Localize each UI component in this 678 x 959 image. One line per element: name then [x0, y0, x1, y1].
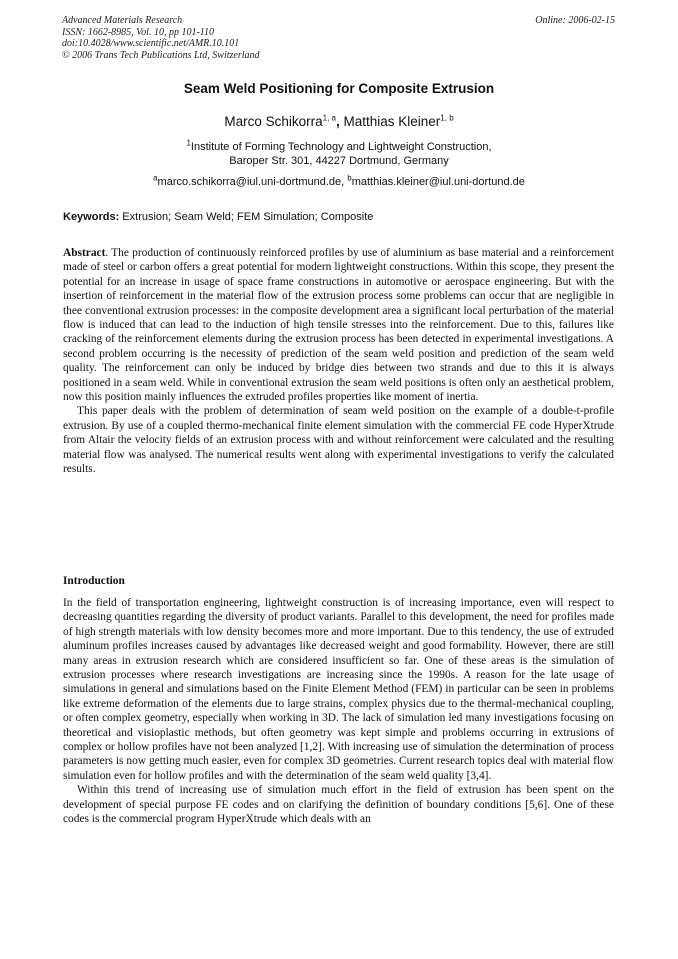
email-b-superscript: b: [347, 173, 352, 183]
keywords-text: Extrusion; Seam Weld; FEM Simulation; Composite: [119, 211, 374, 223]
author-1-superscript: 1, a: [322, 113, 336, 123]
affiliation-line-2: Baroper Str. 301, 44227 Dortmund, Germany: [229, 155, 449, 167]
paper-title: Seam Weld Positioning for Composite Extrusion: [183, 81, 495, 96]
author-line: [0, 114, 678, 129]
introduction-section: [63, 596, 614, 827]
affiliation-superscript: 1: [186, 138, 191, 148]
journal-header: [62, 15, 260, 61]
journal-issn: ISSN: 1662-8985, Vol. 10, pp 101-110: [62, 26, 215, 38]
introduction-paragraph-2: Within this trend of increasing use of simulation much effort in the field of extrusion has been spent on the development of special purpose FE codes and on clarifying the definition of boundary conditions [5,6]. One of these codes is the commercial program HyperXtrude which deals with an: [63, 784, 614, 826]
abstract-paragraph-1: [63, 246, 614, 404]
author-2-superscript: 1, b: [440, 113, 454, 123]
affiliation-line-1: Institute of Forming Technology and Lightweight Construction,: [190, 141, 492, 153]
author-2: Matthias Kleiner: [343, 114, 441, 129]
email-b: matthias.kleiner@iul.uni-dortund.de: [351, 176, 525, 188]
abstract-label: Abstract: [63, 247, 106, 259]
affiliation: [0, 140, 678, 168]
author-emails: [0, 173, 678, 188]
email-a: marco.schikorra@iul.uni-dortmund.de,: [157, 176, 348, 188]
keywords-label: Keywords:: [63, 211, 120, 223]
author-separator: ,: [335, 114, 344, 129]
abstract-paragraph-2: This paper deals with the problem of determination of seam weld position on the example of a double-t-profile extrusion. By use of a coupled thermo-mechanical finite element simulation with the commercial FE code HyperXtrude from Altair the velocity fields of an extrusion process with and without reinforcement were calculated and the resulting material flow was analysed. The numerical results went along with experimental investigations to verify the calculated results.: [63, 405, 614, 476]
abstract-text-1: . The production of continuously reinforced profiles by use of aluminium as base material and a reinforcement made of steel or carbon offers a great potential for modern lightweight constructions. Within this scope, they present the potential for an increase in usage of space frame constructions in automotive or aerospace engineering. But with the insertion of reinforcement in the material flow of the extrusion process some problems can occur that are negligible in thee conventional extrusion processes: in the composite development area a significant local perturbation of the material flow is induced that can lead to the induction of high tensile stresses into the reinforcement. Due to this, failures like cracking of the reinforcement elements during the extrusion process has been detected in experimental investigations. A second problem occurring is the necessity of prediction of the seam weld position and prediction of the seam weld quality. The reinforcement can only be induced by bridge dies between two strands and due to this it is always positioned in a seam weld. While in conventional extrusion the seam weld positions is often only an aesthetical problem, now this position mainly influences the extruded profiles properties like moment of inertia.: [63, 247, 614, 404]
journal-name: Advanced Materials Research: [62, 15, 183, 26]
keywords: [63, 211, 373, 223]
online-date: Online: 2006-02-15: [535, 15, 615, 26]
email-a-superscript: a: [153, 173, 158, 183]
journal-copyright: © 2006 Trans Tech Publications Ltd, Switzerland: [62, 49, 260, 61]
author-1: Marco Schikorra: [224, 114, 323, 129]
journal-doi: doi:10.4028/www.scientific.net/AMR.10.101: [62, 38, 240, 49]
introduction-paragraph-1: In the field of transportation engineering, lightweight construction is of increasing importance, even will respect to decreasing quantities regarding the diversity of product variants. Parallel to this development, the need for profiles made of high strength materials with low density becomes more and more important. Due to this tendency, the use of extruded aluminum profiles increases caused by advantages like decreased weight and good formability. However, there are still many areas in extrusion research which are considered insufficient so far. One of these areas is the simulation of extrusion processes where research investigations are increasing since the 1990s. A reason for the late usage of simulations in general and simulations based on the Finite Element Method (FEM) in particular can be seen in problems like extreme deformation of the elements due to large strains, complex physics due to the thermal-mechanical coupling, or often complex geometry, especially when working in 3D. The lack of simulation led many investigations focusing on theoretical and visioplastic methods, but often geometry was kept simple and problems occurring in extrusions of complex or hollow profiles have not been analyzed [1,2]. With increasing use of simulation the determination of process parameters is now getting much easier, even for complex 3D geometries. Current research topics deal with material flow simulation even for hollow profiles and with the determination of the seam weld quality [3,4].: [63, 597, 614, 782]
abstract-section: [63, 246, 614, 477]
introduction-heading: Introduction: [63, 575, 125, 587]
